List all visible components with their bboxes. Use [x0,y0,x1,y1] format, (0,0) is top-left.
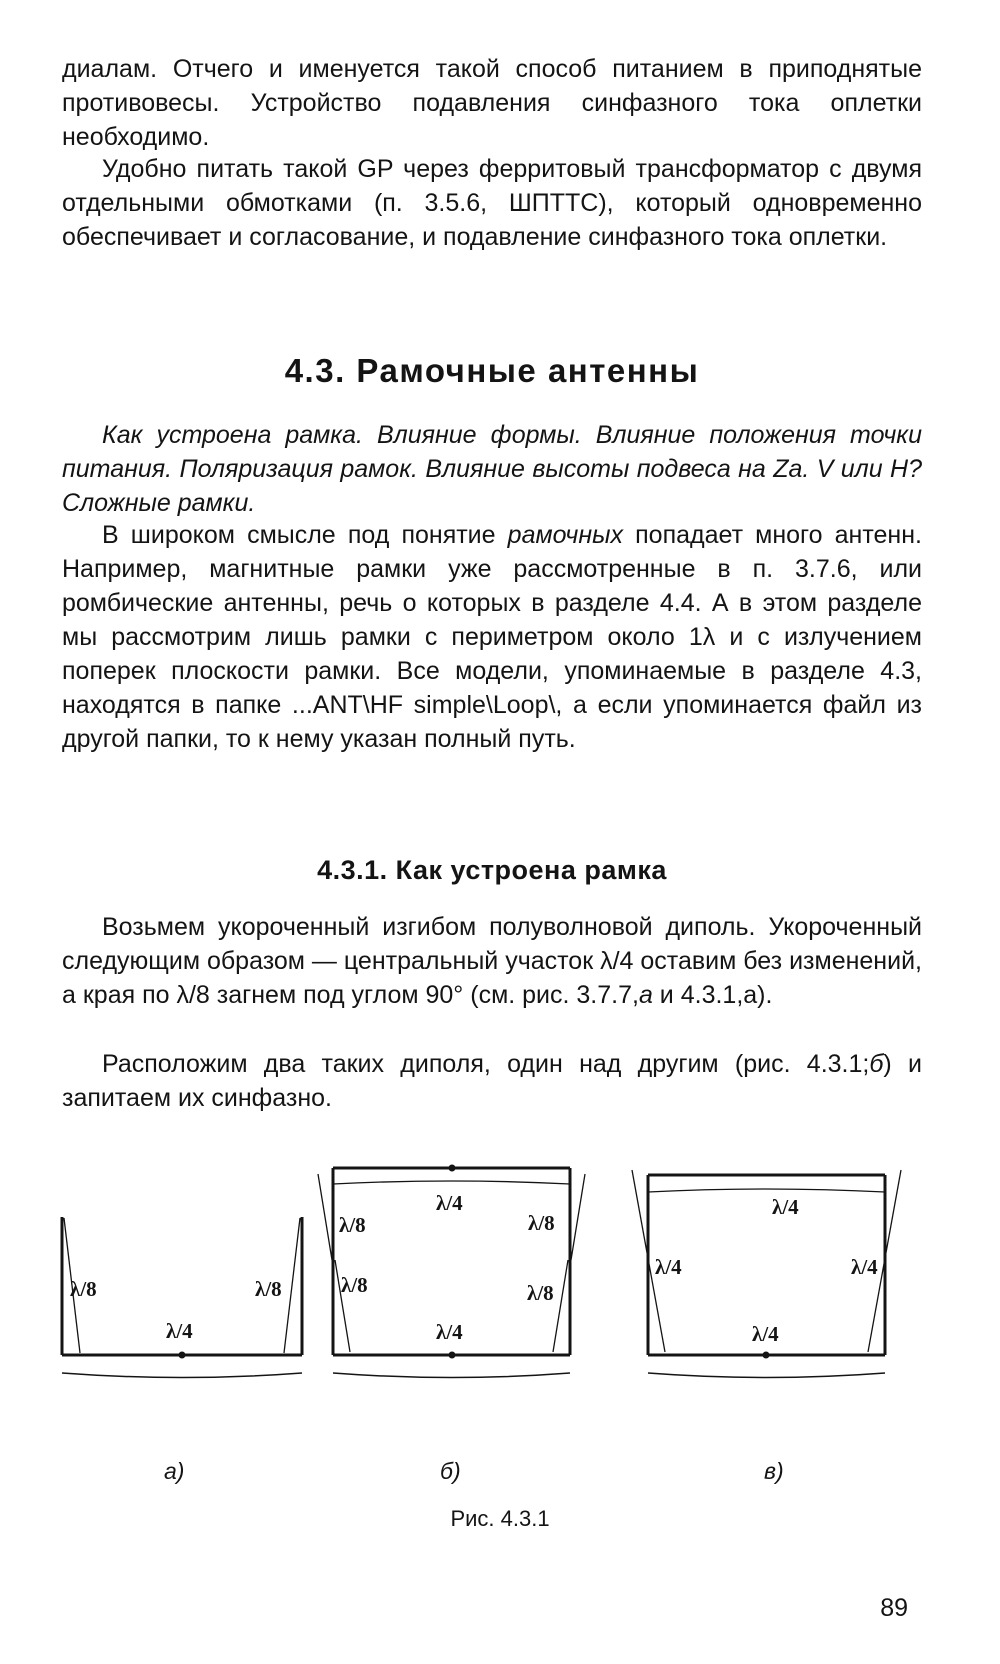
b-label-upper-right: λ/8 [528,1211,555,1235]
a-current-right [284,1218,300,1353]
figure-caption: Рис. 4.3.1 [450,1506,550,1531]
p4-part-a: Возьмем укороченный изгибом полуволновой диполь. Укороченный следующим образом — центральный участок λ/4 оставим без изменений, а края по λ/8 загнем под углом 90° (см. рис. 3.7.7, [62,913,922,1009]
b-current-upper-right [571,1174,585,1260]
p3-emphasis: рамочных [507,521,623,549]
c-label-top: λ/4 [772,1195,799,1219]
subfigure-a-label: а) [164,1458,185,1484]
page-number: 89 [880,1594,908,1622]
a-label-bottom: λ/4 [166,1319,193,1343]
b-label-lower-right: λ/8 [527,1281,554,1305]
subfigure-c-label: в) [764,1458,784,1484]
p4-emphasis: а [638,981,653,1009]
section-heading: 4.3. Рамочные антенны [284,352,700,389]
paragraph-5 [62,1047,922,1115]
lead-text: Как устроена рамка. Влияние формы. Влияние положения точки питания. Поляризация рамок. Влияние высоты подвеса на Za. V или H? Сложные рамки. [62,421,922,517]
b-current-bottom [333,1373,570,1378]
paragraph-gp-feed [62,152,922,254]
p5-part-a: Расположим два таких диполя, один над другим (рис. 4.3.1; [102,1050,870,1078]
b-label-bottom: λ/4 [436,1320,463,1344]
b-label-upper-left: λ/8 [339,1213,366,1237]
b-current-lower-right [553,1260,568,1352]
figure-labels [70,1191,878,1346]
b-current-upper-left [318,1174,332,1260]
b-label-top: λ/4 [436,1191,463,1215]
p5-emphasis: б [869,1050,884,1078]
p3-part-b: попадает много антенн. Например, магнитные рамки уже рассмотренные в п. 3.7.6, или ромбические антенны, речь о которых в разделе 4.4. А в этом разделе мы рассмотрим лишь рамки с периметром около 1λ и с излучением поперек плоскости рамки. Все модели, упоминаемые в разделе 4.3, находятся в папке ...ANT\HF simple\Loop\, а если упоминается файл из другой папки, то к нему указан полный путь. [62,521,922,753]
c-feed-point [763,1352,769,1358]
p4-part-b: и 4.3.1,а). [652,981,773,1009]
paragraph-1: диалам. Отчего и именуется такой способ питанием в приподнятые противовесы. Устройство подавления синфазного тока оплетки необходимо. [62,55,922,151]
paragraph-dipole [62,910,922,1012]
a-current-bottom [62,1373,302,1378]
a-label-right: λ/8 [255,1277,282,1301]
section-lead [62,418,922,520]
c-label-left: λ/4 [655,1255,682,1279]
c-current-top [648,1189,885,1192]
paragraph-loop-intro [62,518,922,756]
c-label-right: λ/4 [851,1255,878,1279]
figure-4-3-1 [0,1140,1000,1500]
paragraph-2: Удобно питать такой GP через ферритовый трансформатор с двумя отдельными обмотками (п. 3.5.6, ШПТТС), который одновременно обеспечивает и согласование, и подавление синфазного тока оплетки. [62,155,922,251]
a-label-left: λ/8 [70,1277,97,1301]
c-label-bottom: λ/4 [752,1322,779,1346]
p3-part-a: В широком смысле под понятие [102,521,508,549]
b-current-top [333,1181,570,1184]
a-feed-point [179,1352,185,1358]
subsection-heading: 4.3.1. Как устроена рамка [317,855,667,885]
p5-part-b: ) и запитаем их синфазно. [62,1050,922,1112]
subfigure-b-label: б) [440,1458,461,1484]
b-label-lower-left: λ/8 [341,1273,368,1297]
c-current-bottom [648,1373,885,1378]
b-feed-top [449,1165,455,1171]
b-feed-bottom [449,1352,455,1358]
paragraph-3 [62,518,922,756]
paragraph-4 [62,910,922,1012]
paragraph-continued [62,52,922,154]
paragraph-two-dipoles [62,1047,922,1115]
